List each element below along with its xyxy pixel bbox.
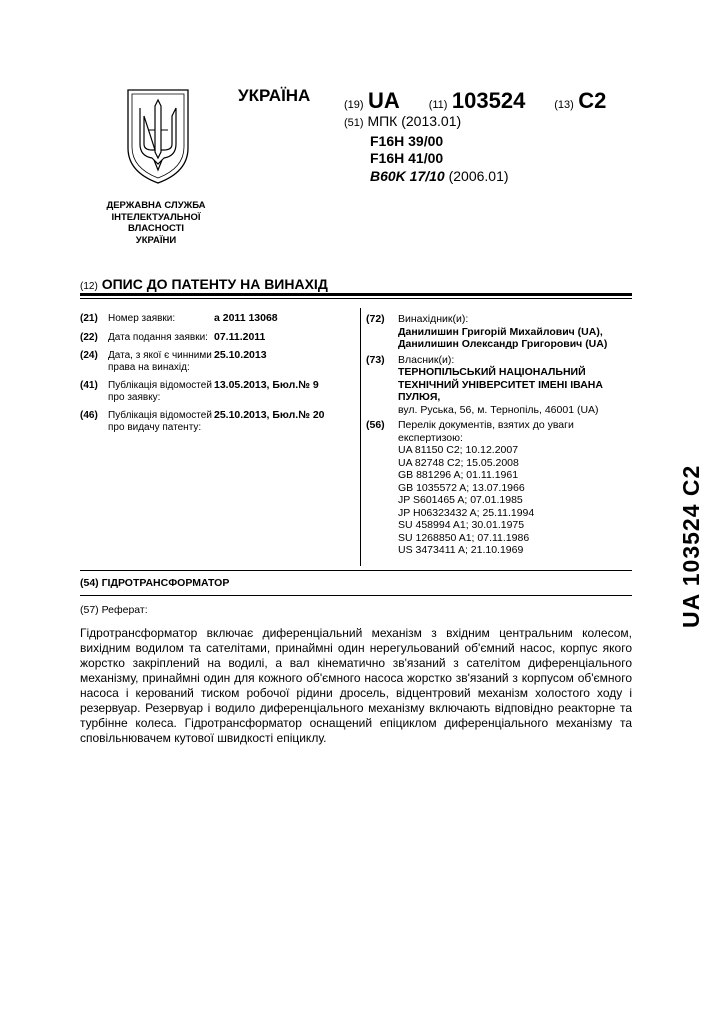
bib-row — [80, 350, 350, 373]
bib-row — [80, 332, 350, 344]
code-56: (56) — [366, 419, 385, 431]
reference-item: JP H06323432 A; 25.11.1994 — [398, 506, 535, 519]
reference-item: US 3473411 A; 21.10.1969 — [398, 544, 524, 556]
patent-identifier — [344, 88, 606, 114]
document-title — [80, 276, 328, 292]
bib-code: (41) — [80, 380, 98, 391]
bib-label: Публікація відомостей про видачу патенту: — [108, 410, 212, 433]
inventor-name: Данилишин Григорій Михайлович (UA), — [398, 325, 603, 338]
reference-item: UA 81150 C2; 10.12.2007 — [398, 444, 519, 456]
coat-of-arms-emblem — [124, 86, 192, 186]
section-divider — [80, 570, 632, 571]
abstract-heading: (57) Реферат: — [80, 604, 148, 616]
bib-value: 13.05.2013, Бюл.№ 9 — [214, 379, 319, 391]
title-divider — [80, 293, 632, 296]
reference-item: JP S601465 A; 07.01.1985 — [398, 494, 523, 506]
code-51: (51) — [344, 117, 364, 129]
bib-label: Номер заявки: — [108, 313, 176, 324]
owner-name: ТЕРНОПІЛЬСЬКИЙ НАЦІОНАЛЬНИЙ — [398, 366, 586, 378]
bib-value: 25.10.2013 — [214, 349, 267, 361]
reference-item: UA 82748 C2; 15.05.2008 — [398, 456, 519, 469]
bibliographic-data — [80, 313, 350, 440]
parties-and-references — [366, 313, 632, 560]
bib-value: a 2011 13068 — [214, 312, 278, 324]
bib-code: (22) — [80, 331, 98, 343]
owner-section — [366, 354, 632, 417]
bib-label: Дата, з якої є чинними права на винахід: — [108, 350, 212, 373]
kind-code: C2 — [578, 88, 607, 113]
reference-item: GB 1035572 A; 13.07.1966 — [398, 481, 525, 494]
section-divider — [80, 595, 632, 596]
reference-item: SU 1268850 A1; 07.11.1986 — [398, 531, 530, 544]
code-73: (73) — [366, 353, 385, 366]
bib-row — [80, 410, 350, 433]
bib-code: (46) — [80, 410, 98, 421]
office-line: ІНТЕЛЕКТУАЛЬНОЇ — [111, 211, 201, 223]
inventors-label: Винахідник(и): — [398, 313, 469, 325]
invention-title: (54) ГІДРОТРАНСФОРМАТОР — [80, 577, 230, 589]
code-19: (19) — [344, 99, 364, 111]
country-code: UA — [368, 88, 400, 113]
code-12: (12) — [80, 281, 98, 292]
column-divider — [360, 308, 361, 566]
side-patent-number — [630, 440, 704, 630]
owner-name: ТЕХНІЧНИЙ УНІВЕРСИТЕТ ІМЕНІ ІВАНА — [398, 378, 603, 391]
patent-number: 103524 — [451, 88, 526, 113]
patent-office-name — [96, 200, 216, 246]
code-72: (72) — [366, 313, 385, 325]
code-13: (13) — [554, 99, 574, 111]
references-label: Перелік документів, взятих до уваги — [398, 419, 574, 431]
title-divider-thin — [80, 298, 632, 299]
ipc-class: F16H 39/00 — [370, 132, 444, 149]
ipc-class: B60K 17/10 — [370, 167, 445, 184]
owner-label: Власник(и): — [398, 353, 455, 366]
bib-label: Дата подання заявки: — [108, 331, 208, 343]
bib-code: (21) — [80, 313, 98, 324]
inventor-name: Данилишин Олександр Григорович (UA) — [398, 338, 608, 350]
bib-code: (24) — [80, 350, 98, 361]
owner-address: вул. Руська, 56, м. Тернопіль, 46001 (UA) — [398, 403, 599, 416]
bib-row — [80, 380, 350, 403]
references-section — [366, 419, 632, 557]
office-line: УКРАЇНИ — [135, 234, 177, 246]
office-line: ДЕРЖАВНА СЛУЖБА — [106, 200, 206, 211]
bib-value: 25.10.2013, Бюл.№ 20 — [214, 409, 325, 421]
owner-name: ПУЛЮЯ, — [398, 391, 441, 403]
office-line: ВЛАСНОСТІ — [127, 223, 185, 234]
ipc-classification — [344, 113, 509, 185]
reference-item: GB 881296 A; 01.11.1961 — [398, 469, 519, 481]
ipc-label: МПК (2013.01) — [367, 113, 462, 129]
reference-item: SU 458994 A1; 30.01.1975 — [398, 519, 525, 531]
inventors-section — [366, 313, 632, 351]
country-name: УКРАЇНА — [238, 86, 311, 105]
code-11: (11) — [428, 99, 448, 111]
bib-value: 07.11.2011 — [214, 330, 266, 343]
side-number-text: UA 103524 C2 — [678, 464, 704, 628]
ipc-year: (2006.01) — [448, 167, 509, 184]
abstract-text: Гідротрансформатор включає диференціальний механізм з вхідним центральним колесом, вихідним водилом та сателітами, принаймні один нерегульований об'ємний насос, корпус якого жорстко закріплений на водилі, а вал кінематично зв'язаний з сателітом диференціального механізму, принаймні один для кожного об'ємного насоса жорстко зв'язаний з корпусом об'ємного насоса і керований тиском робочої рідини дросель, відцентровий механізм холостого ходу і резервуар. Резервуар і водило диференціального механізму включають відповідно реакторне та турбінне колеса. Гідротрансформатор оснащений епіциклом диференціального механізму та сповільнювачем кутової швидкості епіциклу. — [80, 626, 632, 745]
bib-row — [80, 313, 350, 325]
bib-label: Публікація відомостей про заявку: — [108, 380, 212, 403]
title-text: ОПИС ДО ПАТЕНТУ НА ВИНАХІД — [101, 276, 328, 292]
ipc-class: F16H 41/00 — [370, 150, 444, 166]
references-label: експертизою: — [398, 431, 463, 444]
